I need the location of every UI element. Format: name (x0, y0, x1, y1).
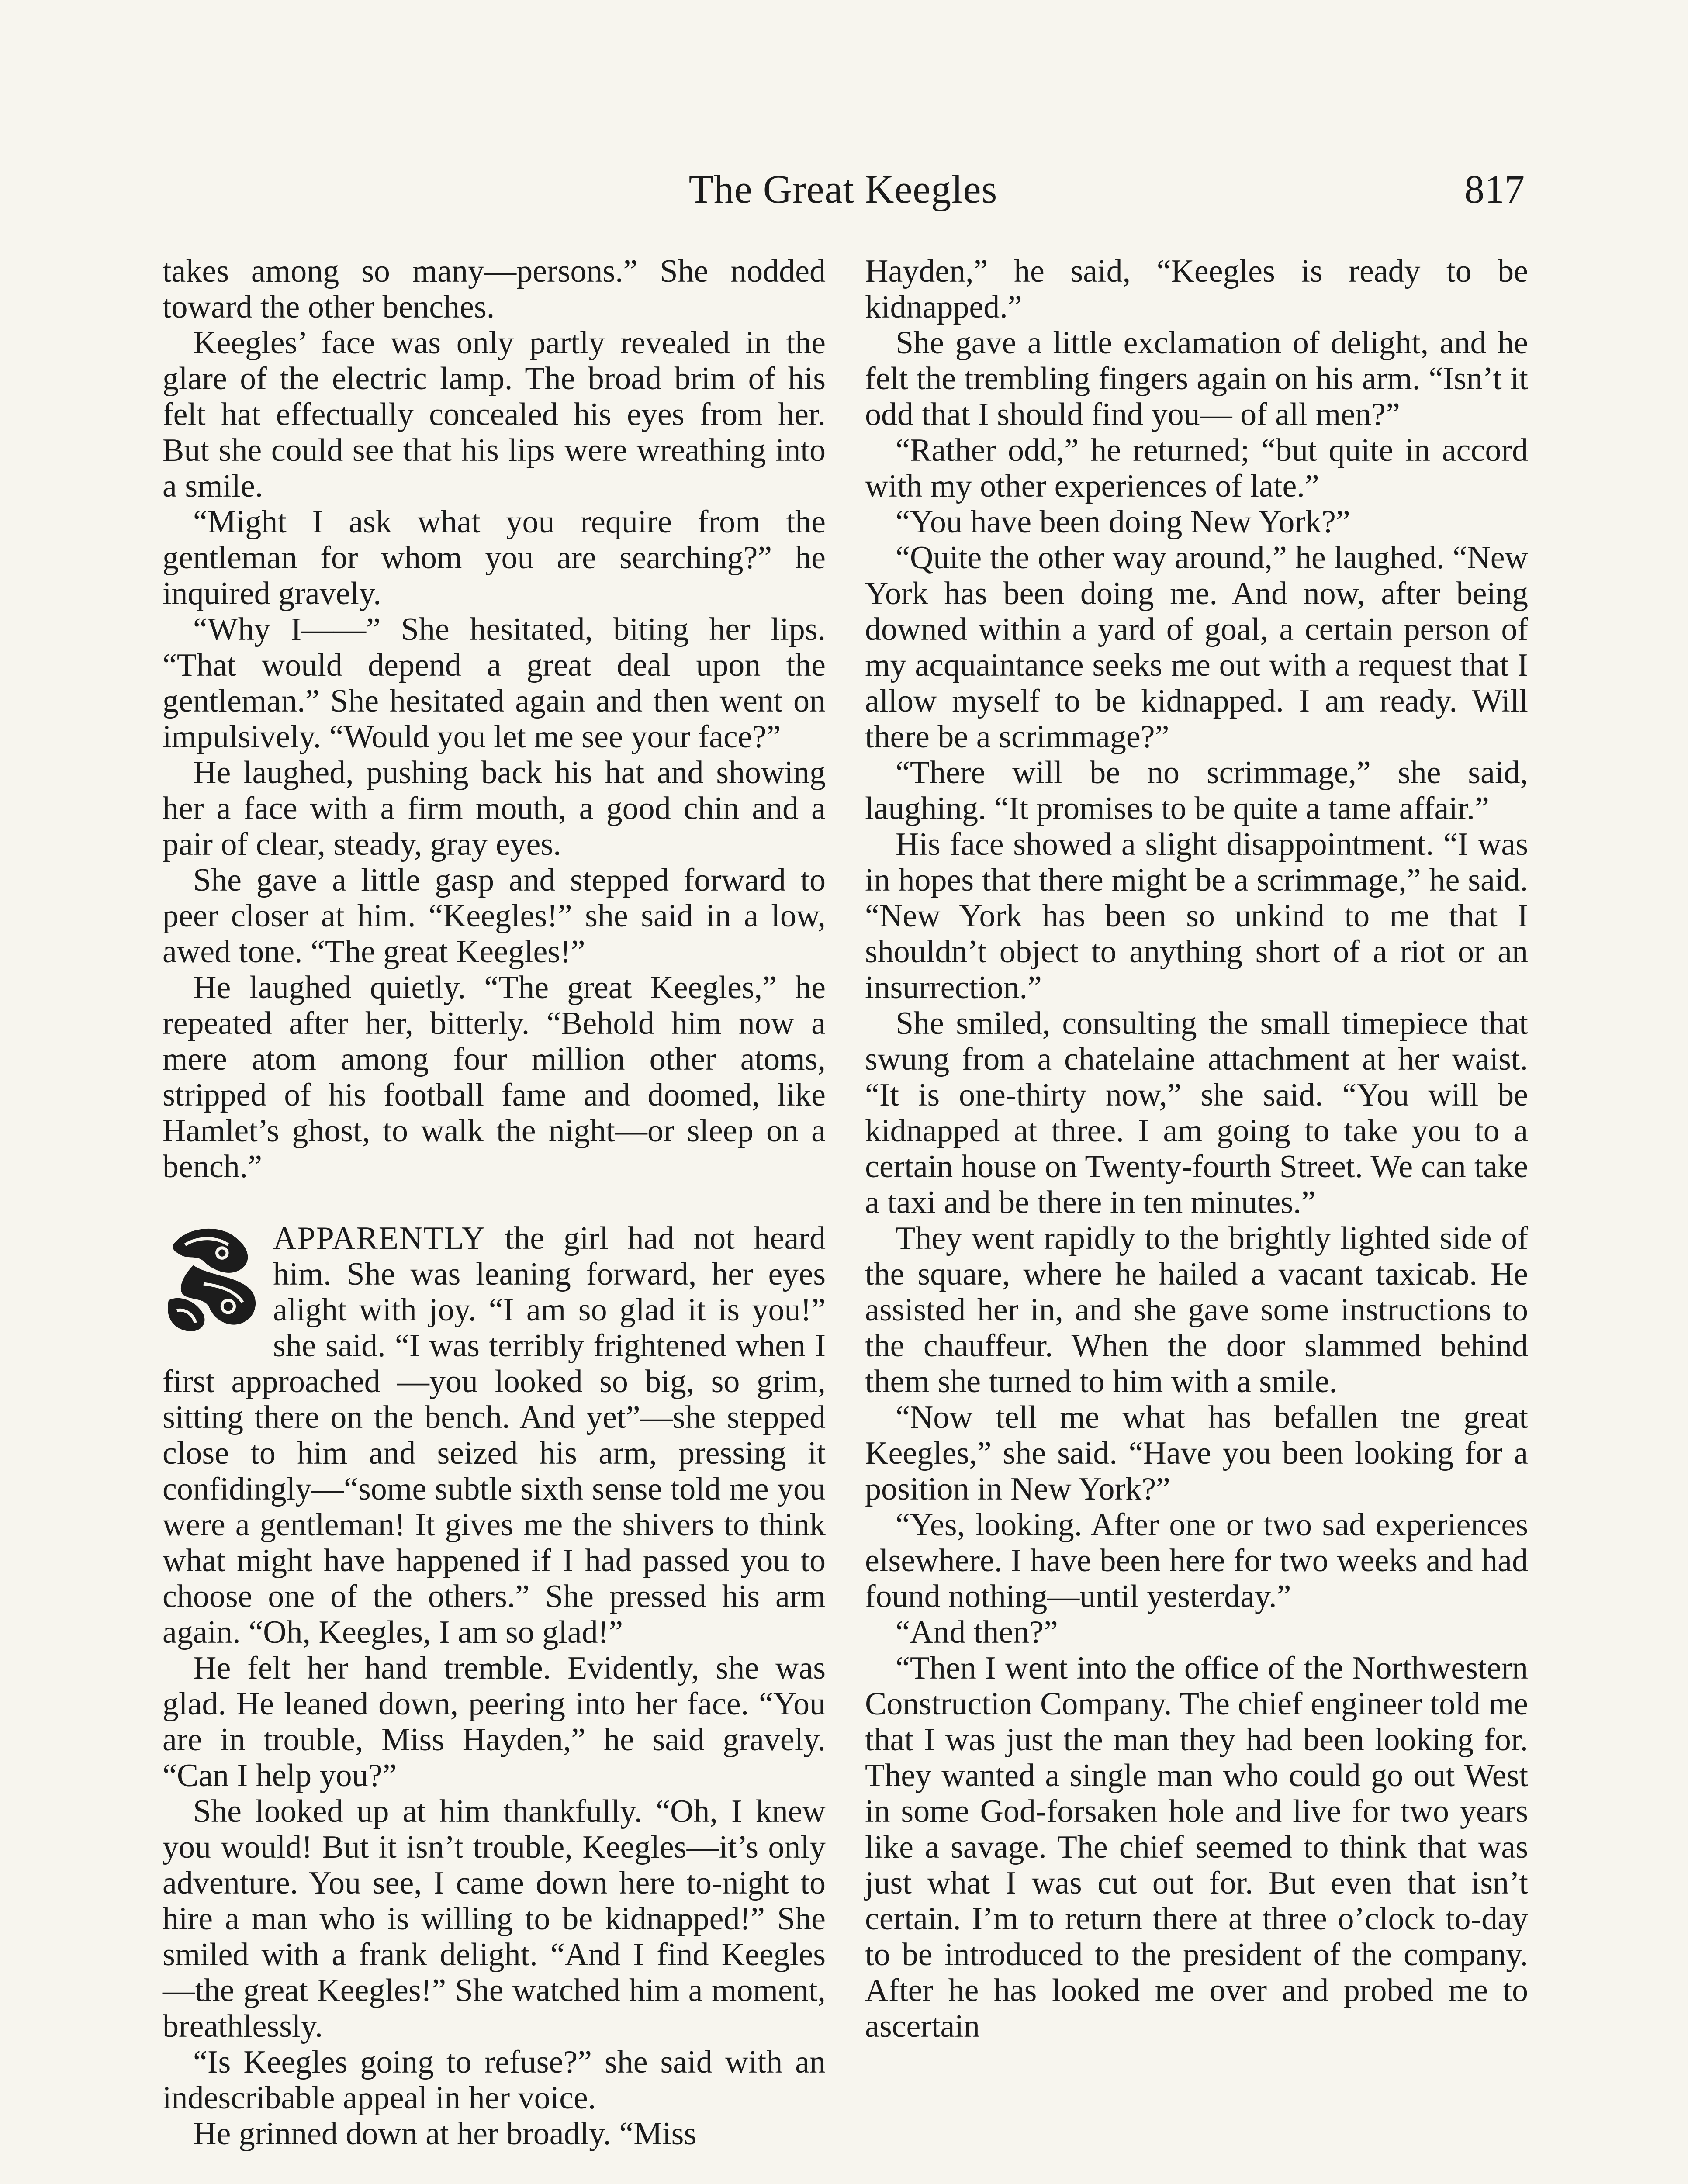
section-lead-word: APPARENTLY (273, 1220, 486, 1256)
page-header (162, 166, 1525, 223)
paragraph: “Is Keegles going to refuse?” she said with an indescribable appeal in her voice. (163, 2044, 826, 2116)
paragraph: “Yes, looking. After one or two sad experiences elsewhere. I have been here for two weeks and had found nothing—until yesterday.” (865, 1507, 1528, 1614)
left-column (163, 253, 826, 2152)
paragraph: Hayden,” he said, “Keegles is ready to be kidnapped.” (865, 253, 1528, 325)
paragraph: She gave a little exclamation of delight, and he felt the trembling fingers again on his arm. “Isn’t it odd that I should find you— of all men?” (865, 325, 1528, 432)
paragraph: “Then I went into the office of the Northwestern Construction Company. The chief engineer told me that I was just the man they had been looking for. They wanted a single man who could go out West in some God-forsaken hole and live for two years like a savage. The chief seemed to think that was just what I was cut out for. But even that isn’t certain. I’m to return there at three o’clock to-day to be introduced to the president of the company. After he has looked me over and probed me to ascertain (865, 1650, 1528, 2044)
paragraph: She looked up at him thankfully. “Oh, I knew you would! But it isn’t trouble, Keegles—it’s only adventure. You see, I came down here to-night to hire a man who is willing to be kidnapped!” She smiled with a frank delight. “And I find Keegles —the great Keegles!” She watched him a moment, breathlessly. (163, 1794, 826, 2044)
running-title: The Great Keegles (688, 167, 998, 211)
paragraph: “Might I ask what you require from the gentleman for whom you are searching?” he inquired gravely. (163, 504, 826, 612)
paragraph: They went rapidly to the brightly lighted side of the square, where he hailed a vacant taxicab. He assisted her in, and she gave some instructions to the chauffeur. When the door slammed behind them she turned to him with a smile. (865, 1220, 1528, 1400)
paragraph: Keegles’ face was only partly revealed in the glare of the electric lamp. The broad brim of his felt hat effectually concealed his eyes from her. But she could see that his lips were wreathing into a smile. (163, 325, 826, 504)
paragraph: “There will be no scrimmage,” she said, laughing. “It promises to be quite a tame affair.” (865, 755, 1528, 826)
paragraph: “Now tell me what has befallen tne great Keegles,” she said. “Have you been looking for a position in New York?” (865, 1400, 1528, 1507)
paragraph: “And then?” (896, 1614, 1058, 1650)
ornamental-dropcap-icon (163, 1224, 265, 1337)
section-opening-paragraph (163, 1220, 826, 1650)
paragraph: “Rather odd,” he returned; “but quite in accord with my other experiences of late.” (865, 432, 1528, 504)
paragraph: He laughed, pushing back his hat and showing her a face with a firm mouth, a good chin and a pair of clear, steady, gray eyes. (163, 755, 826, 862)
paragraph: He laughed quietly. “The great Keegles,” he repeated after her, bitterly. “Behold him now a mere atom among four million other atoms, stripped of his football fame and doomed, like Hamlet’s ghost, to walk the night—or sleep on a bench.” (163, 970, 826, 1185)
page-number: 817 (1464, 167, 1525, 211)
paragraph-text: the girl had not heard him. She was leaning forward, her eyes alight with joy. “I am so glad it is you!” she said. “I was terribly frightened when I first approached —you looked so big, so grim, sitting there on the bench. And yet”—she stepped close to him and seized his arm, pressing it confidingly—“some subtle sixth sense told me you were a gentleman! It gives me the shivers to think what might have happened if I had passed you to choose one of the others.” She pressed his arm again. “Oh, Keegles, I am so glad!” (163, 1220, 826, 1650)
paragraph: His face showed a slight disappointment. “I was in hopes that there might be a scrimmage,” he said. “New York has been so unkind to me that I shouldn’t object to anything short of a riot or an insurrection.” (865, 826, 1528, 1006)
paragraph: “You have been doing New York?” (896, 504, 1350, 540)
paragraph: She smiled, consulting the small timepiece that swung from a chatelaine attachment at her waist. “It is one-thirty now,” she said. “You will be kidnapped at three. I am going to take you to a certain house on Twenty-fourth Street. We can take a taxi and be there in ten minutes.” (865, 1006, 1528, 1220)
paragraph: takes among so many—persons.” She nodded toward the other benches. (163, 253, 826, 325)
paragraph: “Why I——” She hesitated, biting her lips. “That would depend a great deal upon the gentleman.” She hesitated again and then went on impulsively. “Would you let me see your face?” (163, 612, 826, 755)
paragraph: He grinned down at her broadly. “Miss (193, 2116, 697, 2152)
paragraph: “Quite the other way around,” he laughed. “New York has been doing me. And now, after being downed within a yard of goal, a certain person of my acquaintance seeks me out with a request that I allow myself to be kidnapped. I am ready. Will there be a scrimmage?” (865, 540, 1528, 755)
paragraph: She gave a little gasp and stepped forward to peer closer at him. “Keegles!” she said in a low, awed tone. “The great Keegles!” (163, 862, 826, 970)
right-column (865, 253, 1528, 2044)
paragraph: He felt her hand tremble. Evidently, she was glad. He leaned down, peering into her face. “You are in trouble, Miss Hayden,” he said gravely. “Can I help you?” (163, 1650, 826, 1794)
